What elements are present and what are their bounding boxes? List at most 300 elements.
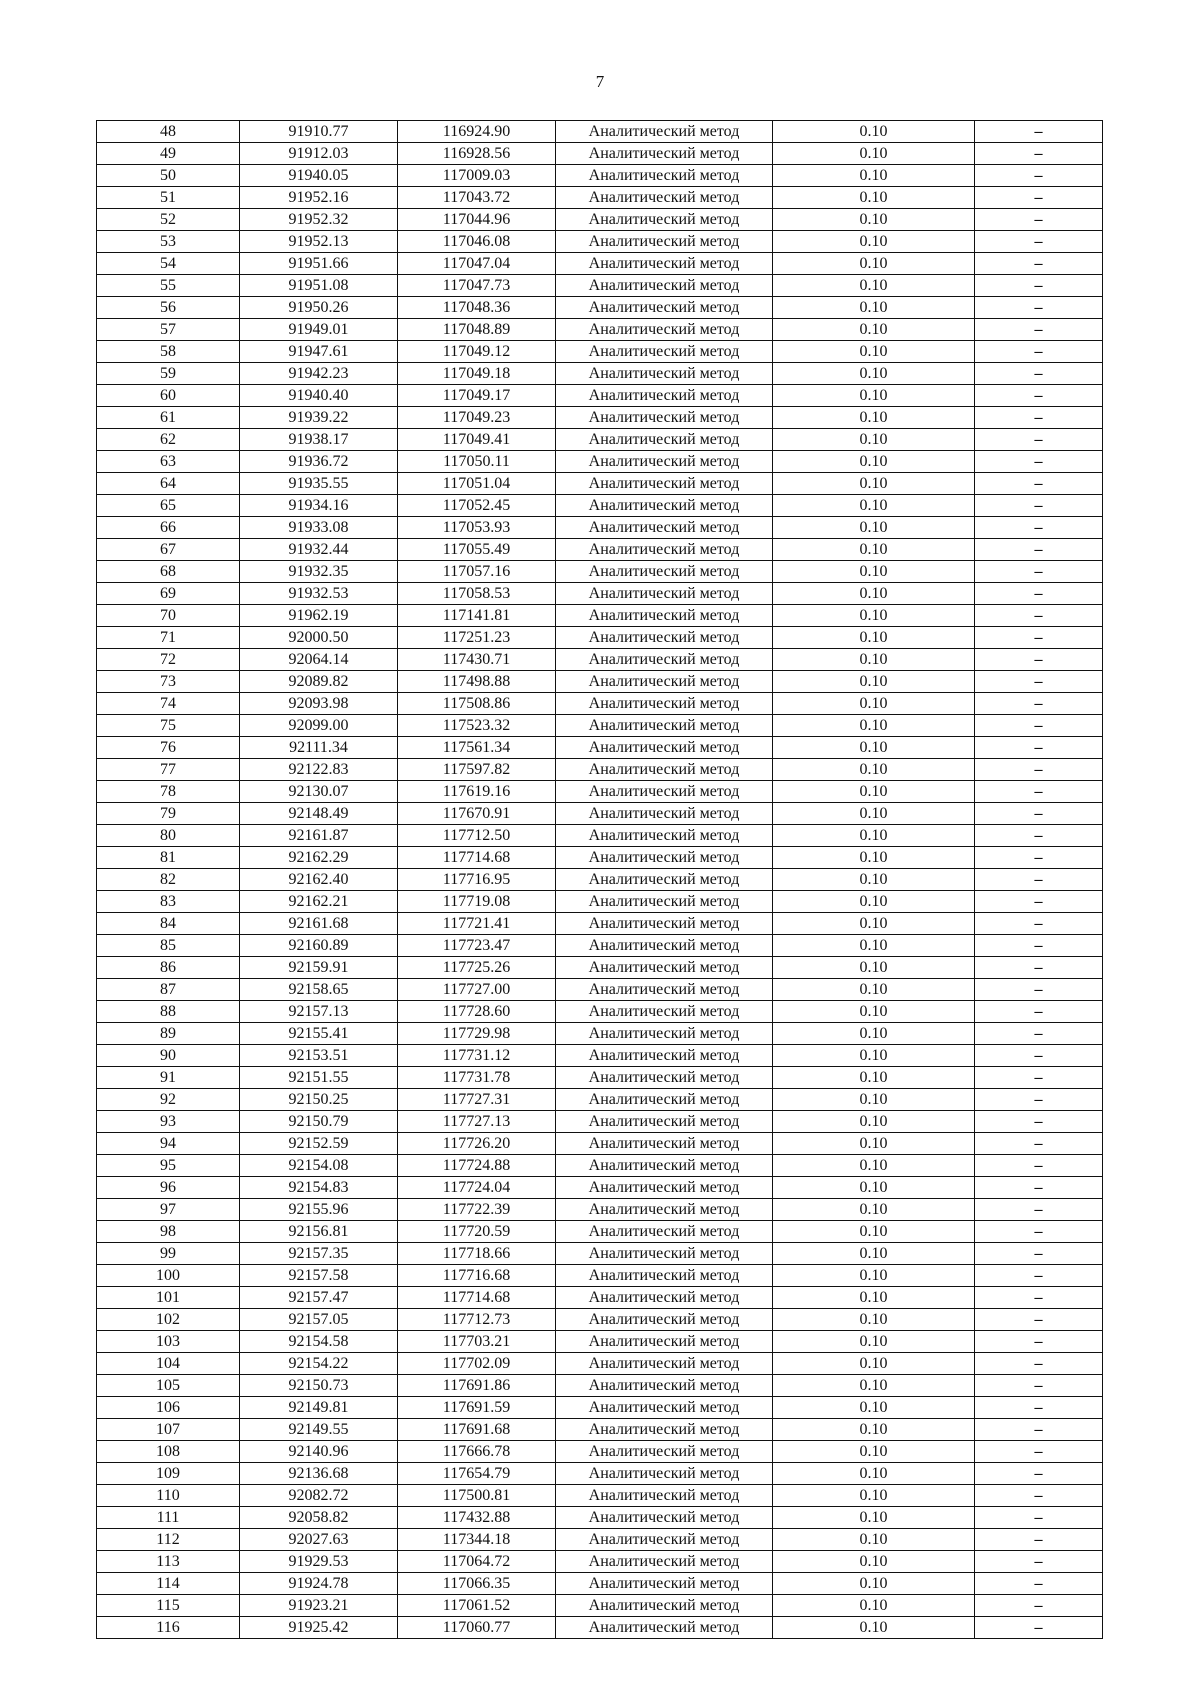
method-cell: Аналитический метод (556, 781, 773, 803)
note-cell: – (975, 1529, 1103, 1551)
x-coordinate-cell: 92027.63 (240, 1529, 398, 1551)
x-coordinate-cell: 91934.16 (240, 495, 398, 517)
y-coordinate-cell: 117728.60 (398, 1001, 556, 1023)
method-cell: Аналитический метод (556, 473, 773, 495)
x-coordinate-cell: 92151.55 (240, 1067, 398, 1089)
table-row (97, 869, 1103, 891)
accuracy-cell: 0.10 (773, 627, 975, 649)
point-number-cell: 114 (97, 1573, 240, 1595)
x-coordinate-cell: 92156.81 (240, 1221, 398, 1243)
y-coordinate-cell: 117050.11 (398, 451, 556, 473)
table-row (97, 1397, 1103, 1419)
note-cell: – (975, 1353, 1103, 1375)
x-coordinate-cell: 92000.50 (240, 627, 398, 649)
table-row (97, 1199, 1103, 1221)
y-coordinate-cell: 117703.21 (398, 1331, 556, 1353)
method-cell: Аналитический метод (556, 341, 773, 363)
point-number-cell: 49 (97, 143, 240, 165)
table-row (97, 121, 1103, 143)
note-cell: – (975, 407, 1103, 429)
accuracy-cell: 0.10 (773, 1551, 975, 1573)
method-cell: Аналитический метод (556, 1507, 773, 1529)
method-cell: Аналитический метод (556, 605, 773, 627)
y-coordinate-cell: 117723.47 (398, 935, 556, 957)
accuracy-cell: 0.10 (773, 539, 975, 561)
table-row (97, 649, 1103, 671)
y-coordinate-cell: 117508.86 (398, 693, 556, 715)
method-cell: Аналитический метод (556, 1155, 773, 1177)
method-cell: Аналитический метод (556, 1529, 773, 1551)
x-coordinate-cell: 91924.78 (240, 1573, 398, 1595)
accuracy-cell: 0.10 (773, 869, 975, 891)
x-coordinate-cell: 92162.29 (240, 847, 398, 869)
table-row (97, 1529, 1103, 1551)
method-cell: Аналитический метод (556, 165, 773, 187)
note-cell: – (975, 1287, 1103, 1309)
note-cell: – (975, 341, 1103, 363)
table-row (97, 517, 1103, 539)
x-coordinate-cell: 92158.65 (240, 979, 398, 1001)
method-cell: Аналитический метод (556, 1243, 773, 1265)
accuracy-cell: 0.10 (773, 1001, 975, 1023)
accuracy-cell: 0.10 (773, 231, 975, 253)
note-cell: – (975, 539, 1103, 561)
table-row (97, 385, 1103, 407)
note-cell: – (975, 1595, 1103, 1617)
method-cell: Аналитический метод (556, 561, 773, 583)
method-cell: Аналитический метод (556, 1221, 773, 1243)
method-cell: Аналитический метод (556, 363, 773, 385)
method-cell: Аналитический метод (556, 385, 773, 407)
method-cell: Аналитический метод (556, 1045, 773, 1067)
y-coordinate-cell: 117714.68 (398, 1287, 556, 1309)
accuracy-cell: 0.10 (773, 1045, 975, 1067)
y-coordinate-cell: 117597.82 (398, 759, 556, 781)
point-number-cell: 93 (97, 1111, 240, 1133)
method-cell: Аналитический метод (556, 517, 773, 539)
note-cell: – (975, 231, 1103, 253)
x-coordinate-cell: 92159.91 (240, 957, 398, 979)
note-cell: – (975, 1551, 1103, 1573)
y-coordinate-cell: 117716.95 (398, 869, 556, 891)
point-number-cell: 62 (97, 429, 240, 451)
note-cell: – (975, 605, 1103, 627)
y-coordinate-cell: 117722.39 (398, 1199, 556, 1221)
method-cell: Аналитический метод (556, 1309, 773, 1331)
y-coordinate-cell: 117670.91 (398, 803, 556, 825)
y-coordinate-cell: 117691.59 (398, 1397, 556, 1419)
point-number-cell: 107 (97, 1419, 240, 1441)
y-coordinate-cell: 117500.81 (398, 1485, 556, 1507)
note-cell: – (975, 627, 1103, 649)
method-cell: Аналитический метод (556, 957, 773, 979)
table-row (97, 913, 1103, 935)
point-number-cell: 98 (97, 1221, 240, 1243)
x-coordinate-cell: 91936.72 (240, 451, 398, 473)
y-coordinate-cell: 117619.16 (398, 781, 556, 803)
table-row (97, 319, 1103, 341)
y-coordinate-cell: 116924.90 (398, 121, 556, 143)
x-coordinate-cell: 91952.32 (240, 209, 398, 231)
table-row (97, 627, 1103, 649)
accuracy-cell: 0.10 (773, 407, 975, 429)
table-row (97, 143, 1103, 165)
method-cell: Аналитический метод (556, 297, 773, 319)
y-coordinate-cell: 117727.00 (398, 979, 556, 1001)
table-row (97, 1573, 1103, 1595)
accuracy-cell: 0.10 (773, 1067, 975, 1089)
accuracy-cell: 0.10 (773, 1309, 975, 1331)
y-coordinate-cell: 117049.12 (398, 341, 556, 363)
point-number-cell: 68 (97, 561, 240, 583)
point-number-cell: 77 (97, 759, 240, 781)
accuracy-cell: 0.10 (773, 583, 975, 605)
x-coordinate-cell: 92157.58 (240, 1265, 398, 1287)
accuracy-cell: 0.10 (773, 825, 975, 847)
accuracy-cell: 0.10 (773, 1177, 975, 1199)
method-cell: Аналитический метод (556, 209, 773, 231)
method-cell: Аналитический метод (556, 1089, 773, 1111)
accuracy-cell: 0.10 (773, 891, 975, 913)
accuracy-cell: 0.10 (773, 1331, 975, 1353)
accuracy-cell: 0.10 (773, 693, 975, 715)
point-number-cell: 110 (97, 1485, 240, 1507)
method-cell: Аналитический метод (556, 319, 773, 341)
accuracy-cell: 0.10 (773, 143, 975, 165)
method-cell: Аналитический метод (556, 715, 773, 737)
method-cell: Аналитический метод (556, 847, 773, 869)
point-number-cell: 84 (97, 913, 240, 935)
note-cell: – (975, 693, 1103, 715)
table-row (97, 187, 1103, 209)
table-row (97, 693, 1103, 715)
accuracy-cell: 0.10 (773, 1463, 975, 1485)
x-coordinate-cell: 92148.49 (240, 803, 398, 825)
y-coordinate-cell: 117055.49 (398, 539, 556, 561)
y-coordinate-cell: 117051.04 (398, 473, 556, 495)
point-number-cell: 54 (97, 253, 240, 275)
x-coordinate-cell: 92093.98 (240, 693, 398, 715)
note-cell: – (975, 1133, 1103, 1155)
point-number-cell: 70 (97, 605, 240, 627)
point-number-cell: 88 (97, 1001, 240, 1023)
method-cell: Аналитический метод (556, 231, 773, 253)
table-row (97, 1045, 1103, 1067)
method-cell: Аналитический метод (556, 583, 773, 605)
method-cell: Аналитический метод (556, 1001, 773, 1023)
accuracy-cell: 0.10 (773, 847, 975, 869)
accuracy-cell: 0.10 (773, 1243, 975, 1265)
note-cell: – (975, 1419, 1103, 1441)
table-row (97, 1133, 1103, 1155)
table-row (97, 1177, 1103, 1199)
note-cell: – (975, 1375, 1103, 1397)
y-coordinate-cell: 117712.50 (398, 825, 556, 847)
point-number-cell: 113 (97, 1551, 240, 1573)
point-number-cell: 86 (97, 957, 240, 979)
method-cell: Аналитический метод (556, 1265, 773, 1287)
table-row (97, 1221, 1103, 1243)
note-cell: – (975, 781, 1103, 803)
point-number-cell: 69 (97, 583, 240, 605)
table-row (97, 253, 1103, 275)
method-cell: Аналитический метод (556, 803, 773, 825)
table-row (97, 891, 1103, 913)
x-coordinate-cell: 92155.96 (240, 1199, 398, 1221)
note-cell: – (975, 1111, 1103, 1133)
table-row (97, 1419, 1103, 1441)
table-row (97, 1089, 1103, 1111)
x-coordinate-cell: 92140.96 (240, 1441, 398, 1463)
method-cell: Аналитический метод (556, 913, 773, 935)
note-cell: – (975, 1177, 1103, 1199)
note-cell: – (975, 1243, 1103, 1265)
table-row (97, 737, 1103, 759)
y-coordinate-cell: 117049.17 (398, 385, 556, 407)
table-row (97, 979, 1103, 1001)
x-coordinate-cell: 92150.25 (240, 1089, 398, 1111)
y-coordinate-cell: 117044.96 (398, 209, 556, 231)
y-coordinate-cell: 117716.68 (398, 1265, 556, 1287)
y-coordinate-cell: 117712.73 (398, 1309, 556, 1331)
y-coordinate-cell: 116928.56 (398, 143, 556, 165)
y-coordinate-cell: 117702.09 (398, 1353, 556, 1375)
accuracy-cell: 0.10 (773, 957, 975, 979)
table-row (97, 935, 1103, 957)
method-cell: Аналитический метод (556, 253, 773, 275)
y-coordinate-cell: 117048.36 (398, 297, 556, 319)
point-number-cell: 101 (97, 1287, 240, 1309)
method-cell: Аналитический метод (556, 1111, 773, 1133)
table-row (97, 1067, 1103, 1089)
note-cell: – (975, 957, 1103, 979)
table-row (97, 1265, 1103, 1287)
accuracy-cell: 0.10 (773, 451, 975, 473)
point-number-cell: 112 (97, 1529, 240, 1551)
point-number-cell: 100 (97, 1265, 240, 1287)
y-coordinate-cell: 117727.13 (398, 1111, 556, 1133)
table-row (97, 1507, 1103, 1529)
table-row (97, 1287, 1103, 1309)
accuracy-cell: 0.10 (773, 1111, 975, 1133)
table-row (97, 495, 1103, 517)
x-coordinate-cell: 91950.26 (240, 297, 398, 319)
table-row (97, 1441, 1103, 1463)
table-row (97, 1001, 1103, 1023)
point-number-cell: 59 (97, 363, 240, 385)
x-coordinate-cell: 92099.00 (240, 715, 398, 737)
method-cell: Аналитический метод (556, 275, 773, 297)
note-cell: – (975, 561, 1103, 583)
point-number-cell: 111 (97, 1507, 240, 1529)
accuracy-cell: 0.10 (773, 649, 975, 671)
x-coordinate-cell: 91939.22 (240, 407, 398, 429)
x-coordinate-cell: 91933.08 (240, 517, 398, 539)
y-coordinate-cell: 117731.78 (398, 1067, 556, 1089)
y-coordinate-cell: 117726.20 (398, 1133, 556, 1155)
point-number-cell: 105 (97, 1375, 240, 1397)
note-cell: – (975, 1001, 1103, 1023)
y-coordinate-cell: 117049.41 (398, 429, 556, 451)
point-number-cell: 74 (97, 693, 240, 715)
x-coordinate-cell: 91940.40 (240, 385, 398, 407)
x-coordinate-cell: 92154.58 (240, 1331, 398, 1353)
accuracy-cell: 0.10 (773, 341, 975, 363)
table-row (97, 1375, 1103, 1397)
method-cell: Аналитический метод (556, 1485, 773, 1507)
method-cell: Аналитический метод (556, 1353, 773, 1375)
method-cell: Аналитический метод (556, 1441, 773, 1463)
accuracy-cell: 0.10 (773, 1529, 975, 1551)
point-number-cell: 58 (97, 341, 240, 363)
table-row (97, 847, 1103, 869)
point-number-cell: 83 (97, 891, 240, 913)
x-coordinate-cell: 91923.21 (240, 1595, 398, 1617)
x-coordinate-cell: 92136.68 (240, 1463, 398, 1485)
accuracy-cell: 0.10 (773, 429, 975, 451)
accuracy-cell: 0.10 (773, 913, 975, 935)
page-number: 7 (595, 72, 605, 91)
accuracy-cell: 0.10 (773, 385, 975, 407)
method-cell: Аналитический метод (556, 1573, 773, 1595)
point-number-cell: 63 (97, 451, 240, 473)
note-cell: – (975, 143, 1103, 165)
point-number-cell: 60 (97, 385, 240, 407)
x-coordinate-cell: 91949.01 (240, 319, 398, 341)
note-cell: – (975, 275, 1103, 297)
accuracy-cell: 0.10 (773, 605, 975, 627)
point-number-cell: 73 (97, 671, 240, 693)
x-coordinate-cell: 92149.81 (240, 1397, 398, 1419)
table-row (97, 1463, 1103, 1485)
x-coordinate-cell: 92089.82 (240, 671, 398, 693)
x-coordinate-cell: 92058.82 (240, 1507, 398, 1529)
note-cell: – (975, 671, 1103, 693)
y-coordinate-cell: 117714.68 (398, 847, 556, 869)
coordinates-table (96, 120, 1103, 1639)
note-cell: – (975, 913, 1103, 935)
point-number-cell: 78 (97, 781, 240, 803)
table-row (97, 1331, 1103, 1353)
y-coordinate-cell: 117720.59 (398, 1221, 556, 1243)
note-cell: – (975, 1155, 1103, 1177)
y-coordinate-cell: 117654.79 (398, 1463, 556, 1485)
x-coordinate-cell: 92157.35 (240, 1243, 398, 1265)
x-coordinate-cell: 91925.42 (240, 1617, 398, 1639)
method-cell: Аналитический метод (556, 1397, 773, 1419)
table-row (97, 1617, 1103, 1639)
table-row (97, 473, 1103, 495)
x-coordinate-cell: 92150.79 (240, 1111, 398, 1133)
table-row (97, 1309, 1103, 1331)
table-row (97, 539, 1103, 561)
accuracy-cell: 0.10 (773, 1155, 975, 1177)
y-coordinate-cell: 117066.35 (398, 1573, 556, 1595)
note-cell: – (975, 737, 1103, 759)
note-cell: – (975, 847, 1103, 869)
table-row (97, 671, 1103, 693)
x-coordinate-cell: 91932.44 (240, 539, 398, 561)
point-number-cell: 48 (97, 121, 240, 143)
point-number-cell: 72 (97, 649, 240, 671)
y-coordinate-cell: 117721.41 (398, 913, 556, 935)
x-coordinate-cell: 91938.17 (240, 429, 398, 451)
note-cell: – (975, 1441, 1103, 1463)
y-coordinate-cell: 117718.66 (398, 1243, 556, 1265)
table-row (97, 957, 1103, 979)
method-cell: Аналитический метод (556, 869, 773, 891)
y-coordinate-cell: 117141.81 (398, 605, 556, 627)
y-coordinate-cell: 117666.78 (398, 1441, 556, 1463)
accuracy-cell: 0.10 (773, 715, 975, 737)
point-number-cell: 115 (97, 1595, 240, 1617)
note-cell: – (975, 429, 1103, 451)
note-cell: – (975, 1573, 1103, 1595)
y-coordinate-cell: 117058.53 (398, 583, 556, 605)
method-cell: Аналитический метод (556, 143, 773, 165)
method-cell: Аналитический метод (556, 407, 773, 429)
note-cell: – (975, 935, 1103, 957)
note-cell: – (975, 517, 1103, 539)
accuracy-cell: 0.10 (773, 1353, 975, 1375)
table-row (97, 1595, 1103, 1617)
coordinates-table-body (97, 121, 1103, 1639)
point-number-cell: 102 (97, 1309, 240, 1331)
method-cell: Аналитический метод (556, 539, 773, 561)
point-number-cell: 53 (97, 231, 240, 253)
y-coordinate-cell: 117432.88 (398, 1507, 556, 1529)
accuracy-cell: 0.10 (773, 1375, 975, 1397)
x-coordinate-cell: 91935.55 (240, 473, 398, 495)
method-cell: Аналитический метод (556, 825, 773, 847)
point-number-cell: 80 (97, 825, 240, 847)
accuracy-cell: 0.10 (773, 473, 975, 495)
x-coordinate-cell: 92130.07 (240, 781, 398, 803)
method-cell: Аналитический метод (556, 1375, 773, 1397)
note-cell: – (975, 1221, 1103, 1243)
point-number-cell: 97 (97, 1199, 240, 1221)
note-cell: – (975, 187, 1103, 209)
point-number-cell: 91 (97, 1067, 240, 1089)
accuracy-cell: 0.10 (773, 1419, 975, 1441)
note-cell: – (975, 1331, 1103, 1353)
method-cell: Аналитический метод (556, 1067, 773, 1089)
table-row (97, 231, 1103, 253)
x-coordinate-cell: 92154.22 (240, 1353, 398, 1375)
x-coordinate-cell: 92150.73 (240, 1375, 398, 1397)
y-coordinate-cell: 117731.12 (398, 1045, 556, 1067)
y-coordinate-cell: 117049.18 (398, 363, 556, 385)
x-coordinate-cell: 92154.83 (240, 1177, 398, 1199)
point-number-cell: 95 (97, 1155, 240, 1177)
x-coordinate-cell: 91947.61 (240, 341, 398, 363)
point-number-cell: 103 (97, 1331, 240, 1353)
accuracy-cell: 0.10 (773, 1617, 975, 1639)
y-coordinate-cell: 117047.73 (398, 275, 556, 297)
note-cell: – (975, 209, 1103, 231)
y-coordinate-cell: 117725.26 (398, 957, 556, 979)
point-number-cell: 109 (97, 1463, 240, 1485)
method-cell: Аналитический метод (556, 1463, 773, 1485)
accuracy-cell: 0.10 (773, 1023, 975, 1045)
point-number-cell: 76 (97, 737, 240, 759)
point-number-cell: 104 (97, 1353, 240, 1375)
table-row (97, 583, 1103, 605)
note-cell: – (975, 253, 1103, 275)
method-cell: Аналитический метод (556, 671, 773, 693)
point-number-cell: 79 (97, 803, 240, 825)
x-coordinate-cell: 92149.55 (240, 1419, 398, 1441)
